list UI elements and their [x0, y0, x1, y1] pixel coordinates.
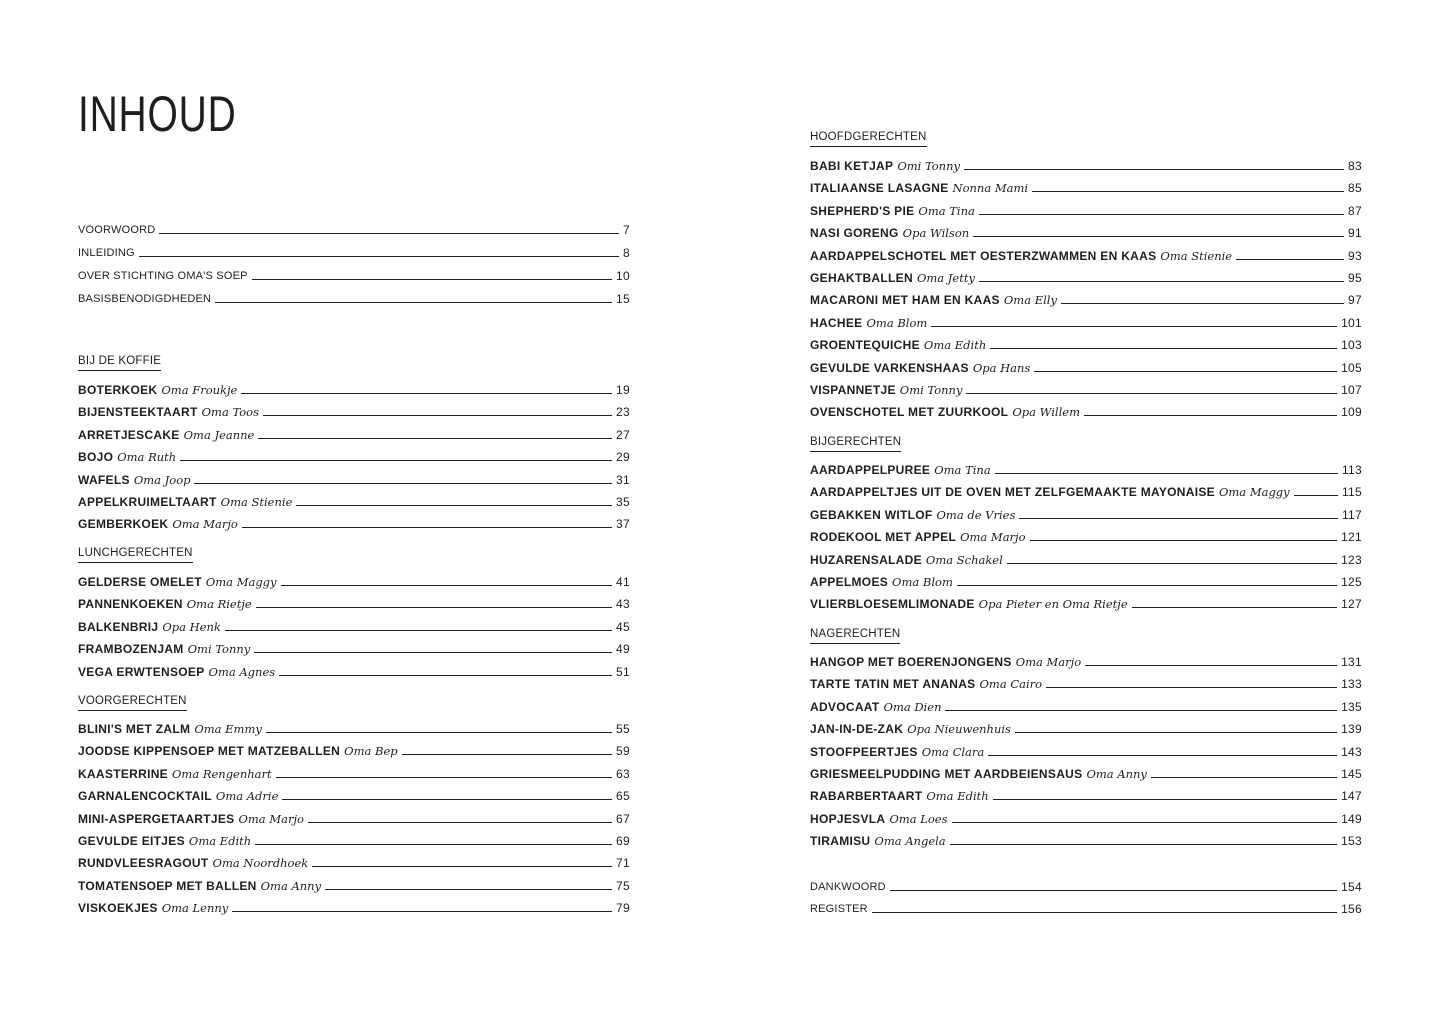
recipe-author: Oma Elly [1003, 293, 1057, 307]
page-number: 67 [616, 812, 630, 826]
toc-entry[interactable] [78, 243, 630, 261]
toc-entry[interactable] [810, 527, 1362, 545]
leader-line [282, 799, 612, 800]
recipe-title: GEMBERKOEK [78, 517, 169, 531]
entry-label: BASISBENODIGDHEDEN [78, 293, 212, 305]
leader-line [225, 630, 612, 631]
page-number: 103 [1341, 338, 1362, 352]
toc-entry[interactable] [810, 505, 1362, 523]
recipe-author: Oma Noordhoek [212, 856, 309, 870]
leader-line [890, 890, 1337, 891]
leader-line [281, 585, 613, 586]
recipe-title: KAASTERRINE [78, 767, 168, 781]
recipe-title: BALKENBRIJ [78, 620, 159, 634]
recipe-author: Oma Agnes [208, 665, 276, 679]
recipe-author: Oma Marjo [960, 530, 1026, 544]
leader-line [1061, 303, 1344, 304]
recipe-author: Opa Pieter en Oma Rietje [978, 597, 1128, 611]
toc-entry[interactable] [810, 550, 1362, 568]
page-number: 59 [616, 744, 630, 758]
leader-line [159, 233, 619, 234]
page-number: 29 [616, 450, 630, 464]
leader-line [325, 889, 612, 890]
recipe-title: AARDAPPELTJES UIT DE OVEN MET ZELFGEMAAKTE MAYONAISE [810, 485, 1215, 499]
page-number: 123 [1341, 553, 1362, 567]
recipe-author: Opa Willem [1012, 405, 1080, 419]
leader-line [308, 822, 612, 823]
recipe-title: GEVULDE VARKENSHAAS [810, 361, 969, 375]
toc-entry[interactable] [78, 402, 630, 420]
recipe-author: Oma Jeanne [183, 428, 255, 442]
leader-line [312, 866, 612, 867]
recipe-title: GRIESMEELPUDDING MET AARDBEIENSAUS [810, 767, 1083, 781]
page-number: 149 [1341, 812, 1362, 826]
leader-line [950, 844, 1337, 845]
toc-entry[interactable] [78, 741, 630, 759]
leader-line [979, 214, 1344, 215]
recipe-title: BLINI'S MET ZALM [78, 722, 191, 736]
toc-entry[interactable] [78, 447, 630, 465]
leader-line [241, 393, 612, 394]
recipe-title: TARTE TATIN MET ANANAS [810, 677, 976, 691]
page-number: 83 [1348, 159, 1362, 173]
recipe-author: Oma Cairo [979, 677, 1043, 691]
leader-line [256, 607, 612, 608]
recipe-author: Omi Tonny [899, 383, 963, 397]
toc-entry[interactable] [78, 617, 630, 635]
page-number: 49 [616, 642, 630, 656]
page-number: 43 [616, 597, 630, 611]
toc-entry[interactable] [810, 460, 1362, 478]
page-number: 7 [623, 223, 630, 237]
leader-line [139, 256, 619, 257]
recipe-author: Omi Tonny [187, 642, 251, 656]
toc-entry[interactable] [810, 652, 1362, 670]
leader-line [957, 585, 1337, 586]
toc-entry[interactable] [810, 764, 1362, 782]
recipe-author: Oma Maggy [205, 575, 277, 589]
toc-entry[interactable] [78, 662, 630, 680]
recipe-title: VISPANNETJE [810, 383, 896, 397]
leader-line [215, 302, 612, 303]
leader-line [402, 754, 612, 755]
leader-line [1007, 563, 1337, 564]
recipe-title: HACHEE [810, 316, 863, 330]
toc-entry[interactable] [78, 786, 630, 804]
toc-entry[interactable] [810, 313, 1362, 331]
toc-entry[interactable] [78, 266, 630, 284]
recipe-author: Oma Angela [874, 834, 946, 848]
leader-line [1030, 540, 1338, 541]
page-number: 95 [1348, 271, 1362, 285]
recipe-title: TIRAMISU [810, 834, 871, 848]
page-number: 85 [1348, 181, 1362, 195]
recipe-title: VISKOEKJES [78, 901, 158, 915]
leader-line [945, 710, 1337, 711]
recipe-title: STOOFPEERTJES [810, 745, 918, 759]
toc-entry[interactable] [810, 402, 1362, 420]
page-number: 51 [616, 665, 630, 679]
recipe-title: AARDAPPELPUREE [810, 463, 931, 477]
toc-entry[interactable] [78, 898, 630, 916]
leader-line [1084, 415, 1337, 416]
toc-entry[interactable] [810, 786, 1362, 804]
recipe-title: PANNENKOEKEN [78, 597, 183, 611]
recipe-author: Oma Tina [934, 463, 991, 477]
page-number: 35 [616, 495, 630, 509]
page-number: 15 [616, 292, 630, 306]
page-number: 37 [616, 517, 630, 531]
recipe-title: JAN-IN-DE-ZAK [810, 722, 904, 736]
toc-entry[interactable] [810, 156, 1362, 174]
recipe-author: Opa Nieuwenhuis [907, 722, 1011, 736]
recipe-author: Oma Stienie [220, 495, 293, 509]
recipe-author: Oma Jetty [916, 271, 975, 285]
toc-entry[interactable] [810, 899, 1362, 917]
toc-entry[interactable] [810, 697, 1362, 715]
recipe-author: Oma Emmy [194, 722, 262, 736]
recipe-title: HANGOP MET BOERENJONGENS [810, 655, 1012, 669]
recipe-author: Oma Bep [344, 744, 398, 758]
recipe-title: BOTERKOEK [78, 383, 158, 397]
recipe-author: Oma Adrie [215, 789, 279, 803]
recipe-author: Oma Edith [926, 789, 989, 803]
leader-line [952, 822, 1338, 823]
section-heading: LUNCHGERECHTEN [78, 544, 193, 563]
recipe-author: Opa Hans [972, 361, 1031, 375]
toc-entry[interactable] [810, 742, 1362, 760]
toc-entry[interactable] [810, 358, 1362, 376]
recipe-author: Oma Rengenhart [171, 767, 272, 781]
page-number: 117 [1341, 508, 1362, 522]
leader-line [296, 505, 612, 506]
toc-entry[interactable] [78, 639, 630, 657]
toc-entry[interactable] [810, 380, 1362, 398]
leader-line [1015, 732, 1337, 733]
toc-entry[interactable] [810, 268, 1362, 286]
leader-line [232, 911, 612, 912]
recipe-author: Oma Blom [866, 316, 928, 330]
leader-line [988, 755, 1337, 756]
toc-entry[interactable] [810, 290, 1362, 308]
recipe-author: Oma Joop [133, 473, 191, 487]
recipe-author: Oma Maggy [1218, 485, 1290, 499]
toc-entry[interactable] [810, 594, 1362, 612]
page-number: 145 [1341, 767, 1362, 781]
page-number: 87 [1348, 204, 1362, 218]
recipe-title: BABI KETJAP [810, 159, 894, 173]
page-number: 71 [616, 856, 630, 870]
recipe-title: RUNDVLEESRAGOUT [78, 856, 209, 870]
recipe-author: Opa Henk [162, 620, 221, 634]
toc-entry[interactable] [810, 877, 1362, 895]
page-number: 27 [616, 428, 630, 442]
leader-line [1151, 777, 1337, 778]
leader-line [252, 279, 612, 280]
page-number: 97 [1348, 293, 1362, 307]
toc-entry[interactable] [810, 809, 1362, 827]
recipe-title: GEBAKKEN WITLOF [810, 508, 933, 522]
toc-entry[interactable] [78, 425, 630, 443]
leader-line [258, 438, 612, 439]
leader-line [872, 912, 1337, 913]
page-number: 23 [616, 405, 630, 419]
recipe-author: Oma Anny [260, 879, 322, 893]
toc-entry[interactable] [78, 380, 630, 398]
page-number: 69 [616, 834, 630, 848]
recipe-author: Oma Ruth [117, 450, 177, 464]
section-heading: BIJGERECHTEN [810, 433, 901, 452]
page-number: 65 [616, 789, 630, 803]
page-number: 143 [1341, 745, 1362, 759]
toc-entry[interactable] [78, 809, 630, 827]
entry-label: INLEIDING [78, 247, 135, 259]
page-number: 19 [616, 383, 630, 397]
recipe-title: APPELKRUIMELTAART [78, 495, 217, 509]
recipe-title: GROENTEQUICHE [810, 338, 920, 352]
toc-entry[interactable] [78, 764, 630, 782]
page-number: 91 [1348, 226, 1362, 240]
recipe-title: FRAMBOZENJAM [78, 642, 184, 656]
recipe-author: Oma Blom [892, 575, 953, 589]
page-number: 121 [1341, 530, 1362, 544]
recipe-title: TOMATENSOEP MET BALLEN [78, 879, 257, 893]
leader-line [1132, 607, 1337, 608]
section-heading: VOORGERECHTEN [78, 692, 187, 711]
recipe-author: Oma Tina [918, 204, 975, 218]
section-heading: NAGERECHTEN [810, 625, 900, 644]
page-number: 125 [1341, 575, 1362, 589]
toc-entry[interactable] [810, 178, 1362, 196]
toc-entry[interactable] [78, 514, 630, 532]
toc-entry[interactable] [78, 853, 630, 871]
toc-entry[interactable] [78, 492, 630, 510]
recipe-title: JOODSE KIPPENSOEP MET MATZEBALLEN [78, 744, 341, 758]
section-heading: BIJ DE KOFFIE [78, 352, 161, 371]
recipe-author: Oma Schakel [925, 553, 1003, 567]
recipe-title: APPELMOES [810, 575, 889, 589]
recipe-author: Oma Stienie [1160, 249, 1233, 263]
page-number: 131 [1341, 655, 1362, 669]
recipe-author: Oma Marjo [238, 812, 304, 826]
entry-label: REGISTER [810, 903, 868, 915]
page-number: 127 [1341, 597, 1362, 611]
page-number: 147 [1341, 789, 1362, 803]
recipe-title: GEHAKTBALLEN [810, 271, 913, 285]
page-number: 93 [1348, 249, 1362, 263]
recipe-title: OVENSCHOTEL MET ZUURKOOL [810, 405, 1009, 419]
page-number: 133 [1341, 677, 1362, 691]
toc-entry[interactable] [810, 831, 1362, 849]
toc-entry[interactable] [810, 482, 1362, 500]
leader-line [255, 844, 612, 845]
recipe-title: GELDERSE OMELET [78, 575, 202, 589]
leader-line [276, 777, 612, 778]
page-number: 101 [1341, 316, 1362, 330]
page-number: 55 [616, 722, 630, 736]
toc-entry[interactable] [810, 572, 1362, 590]
toc-entry[interactable] [78, 876, 630, 894]
recipe-title: ADVOCAAT [810, 700, 880, 714]
recipe-author: Oma Loes [889, 812, 948, 826]
leader-line [1046, 687, 1337, 688]
recipe-title: NASI GORENG [810, 226, 899, 240]
recipe-author: Omi Tonny [897, 159, 960, 173]
leader-line [1236, 259, 1344, 260]
recipe-title: MINI-ASPERGETAARTJES [78, 812, 235, 826]
leader-line [194, 483, 612, 484]
page-number: 154 [1341, 880, 1362, 894]
leader-line [995, 473, 1338, 474]
recipe-title: BIJENSTEEKTAART [78, 405, 198, 419]
recipe-title: HUZARENSALADE [810, 553, 922, 567]
section-heading: HOOFDGERECHTEN [810, 128, 927, 147]
toc-entry[interactable] [78, 220, 630, 238]
recipe-author: Oma de Vries [936, 508, 1016, 522]
leader-line [279, 675, 612, 676]
leader-line [254, 652, 612, 653]
recipe-title: ITALIAANSE LASAGNE [810, 181, 949, 195]
toc-entry[interactable] [810, 674, 1362, 692]
toc-entry[interactable] [78, 289, 630, 307]
page-number: 105 [1341, 361, 1362, 375]
entry-label: OVER STICHTING OMA'S SOEP [78, 270, 248, 282]
recipe-title: BOJO [78, 450, 114, 464]
page-number: 79 [616, 901, 630, 915]
leader-line [990, 348, 1337, 349]
toc-entry[interactable] [78, 719, 630, 737]
page-number: 109 [1341, 405, 1362, 419]
recipe-author: Oma Marjo [172, 517, 238, 531]
toc-entry[interactable] [810, 201, 1362, 219]
entry-label: DANKWOORD [810, 881, 886, 893]
recipe-author: Oma Anny [1086, 767, 1147, 781]
recipe-title: MACARONI MET HAM EN KAAS [810, 293, 1000, 307]
page-number: 135 [1341, 700, 1362, 714]
leader-line [979, 281, 1344, 282]
leader-line [973, 236, 1344, 237]
page-number: 75 [616, 879, 630, 893]
page-number: 31 [616, 473, 630, 487]
recipe-author: Oma Edith [188, 834, 252, 848]
page-number: 8 [623, 246, 630, 260]
toc-entry[interactable] [78, 470, 630, 488]
leader-line [1034, 371, 1337, 372]
toc-entry[interactable] [78, 831, 630, 849]
page-number: 139 [1341, 722, 1362, 736]
page-number: 45 [616, 620, 630, 634]
page-number: 153 [1341, 834, 1362, 848]
page-number: 107 [1341, 383, 1362, 397]
recipe-title: AARDAPPELSCHOTEL MET OESTERZWAMMEN EN KAAS [810, 249, 1157, 263]
leader-line [964, 169, 1344, 170]
recipe-title: SHEPHERD'S PIE [810, 204, 915, 218]
page-number: 156 [1341, 902, 1362, 916]
recipe-title: GARNALENCOCKTAIL [78, 789, 212, 803]
recipe-title: RODEKOOL MET APPEL [810, 530, 957, 544]
page-number: 113 [1341, 463, 1362, 477]
leader-line [931, 326, 1337, 327]
recipe-title: RABARBERTAART [810, 789, 923, 803]
recipe-title: GEVULDE EITJES [78, 834, 185, 848]
recipe-author: Oma Toos [201, 405, 259, 419]
leader-line [1085, 665, 1337, 666]
leader-line [242, 527, 612, 528]
leader-line [966, 393, 1337, 394]
recipe-author: Nonna Mami [952, 181, 1029, 195]
toc-entry[interactable] [810, 223, 1362, 241]
leader-line [263, 415, 612, 416]
recipe-title: ARRETJESCAKE [78, 428, 180, 442]
recipe-author: Oma Froukje [161, 383, 238, 397]
leader-line [266, 732, 612, 733]
toc-entry[interactable] [810, 719, 1362, 737]
recipe-title: VLIERBLOESEMLIMONADE [810, 597, 975, 611]
recipe-author: Oma Marjo [1015, 655, 1082, 669]
leader-line [1019, 518, 1338, 519]
page-number: 63 [616, 767, 630, 781]
toc-entry[interactable] [78, 572, 630, 590]
leader-line [180, 460, 612, 461]
toc-entry[interactable] [810, 335, 1362, 353]
recipe-author: Opa Wilson [902, 226, 970, 240]
recipe-title: WAFELS [78, 473, 130, 487]
recipe-author: Oma Edith [923, 338, 987, 352]
toc-entry[interactable] [810, 246, 1362, 264]
recipe-author: Oma Clara [921, 745, 985, 759]
leader-line [993, 799, 1337, 800]
recipe-title: HOPJESVLA [810, 812, 886, 826]
leader-line [1032, 191, 1344, 192]
page-number: 115 [1341, 485, 1362, 499]
toc-entry[interactable] [78, 594, 630, 612]
page-number: 41 [616, 575, 630, 589]
entry-label: VOORWOORD [78, 224, 156, 236]
recipe-author: Oma Lenny [161, 901, 229, 915]
leader-line [1294, 495, 1338, 496]
page-title: INHOUD [78, 86, 237, 142]
page-number: 10 [616, 269, 630, 283]
recipe-title: VEGA ERWTENSOEP [78, 665, 205, 679]
recipe-author: Oma Rietje [186, 597, 252, 611]
recipe-author: Oma Dien [883, 700, 942, 714]
